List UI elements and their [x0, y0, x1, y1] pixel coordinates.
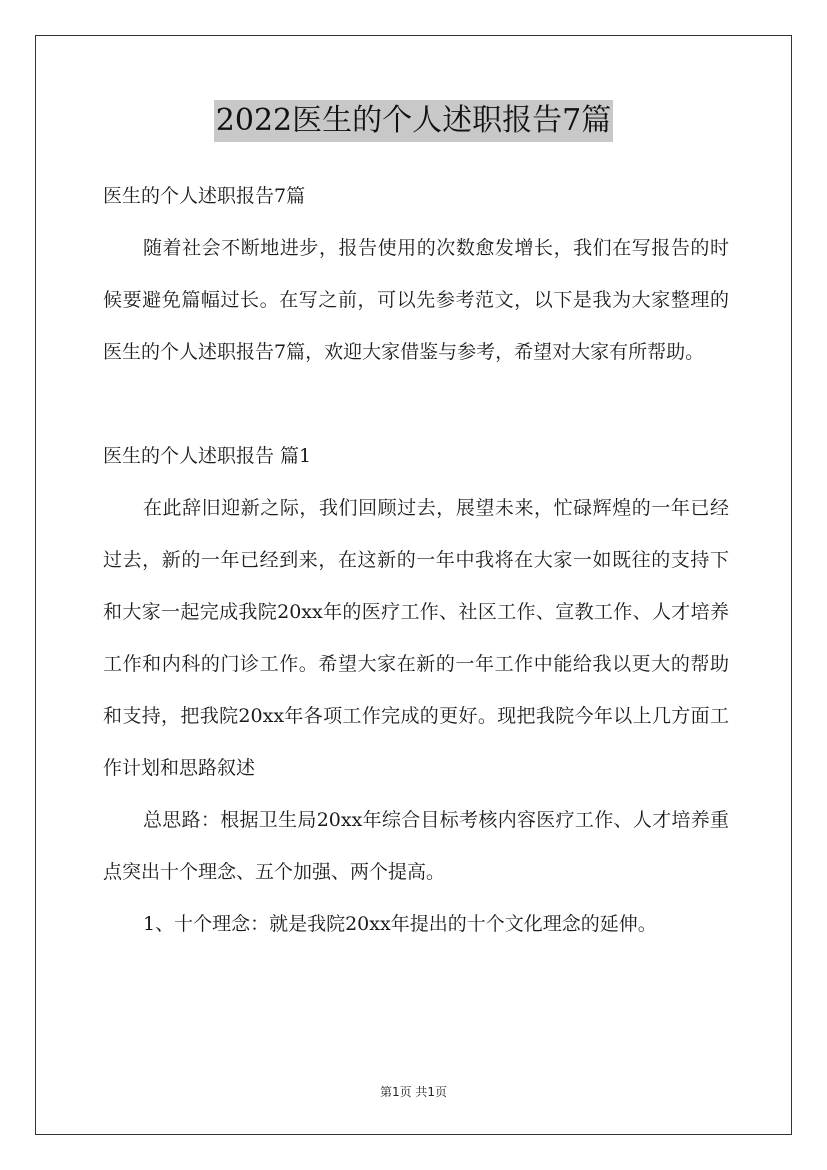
document-subtitle: 医生的个人述职报告7篇 — [103, 185, 306, 207]
section-heading: 医生的个人述职报告 篇1 — [103, 445, 312, 467]
body-paragraph-2: 总思路：根据卫生局20xx年综合目标考核内容医疗工作、人才培养重点突出十个理念、五个加强、两个提高。 — [103, 809, 729, 883]
page-footer: 第1页 共1页 — [379, 1085, 448, 1099]
body-paragraph-1: 在此辞旧迎新之际，我们回顾过去，展望未来，忙碌辉煌的一年已经过去，新的一年已经到来，在这新的一年中我将在大家一如既往的支持下和大家一起完成我院20xx年的医疗工作、社区工作、宣教工作、人才培养工作和内科的门诊工作。希望大家在新的一年工作中能给我以更大的帮助和支持，把我院20xx年各项工作完成的更好。现把我院今年以上几方面工作计划和思路叙述 — [103, 497, 729, 779]
body-paragraph-3: 1、十个理念：就是我院20xx年提出的十个文化理念的延伸。 — [143, 913, 657, 935]
paragraph-spacer — [103, 378, 729, 430]
document-title: 2022医生的个人述职报告7篇 — [214, 100, 613, 142]
document-body — [103, 170, 729, 950]
title-wrap — [0, 100, 827, 142]
intro-paragraph: 随着社会不断地进步，报告使用的次数愈发增长，我们在写报告的时候要避免篇幅过长。在写之前，可以先参考范文，以下是我为大家整理的医生的个人述职报告7篇，欢迎大家借鉴与参考，希望对大家有所帮助。 — [103, 237, 729, 363]
